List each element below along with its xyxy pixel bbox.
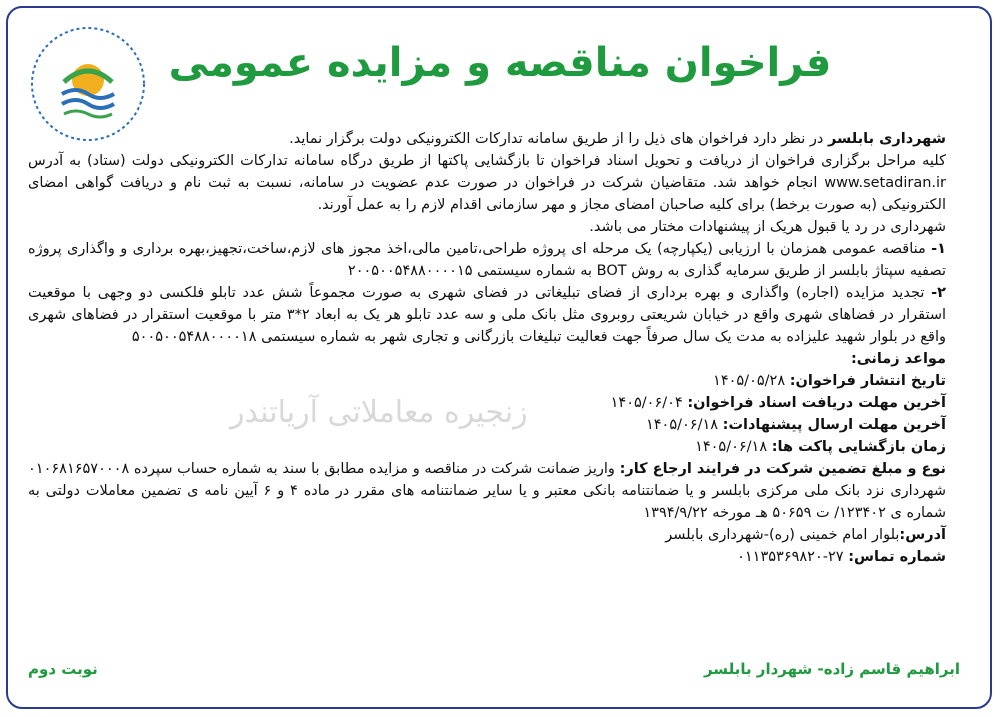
item1-number: ۱- [931,241,946,257]
publish-value: ۱۴۰۵/۰۵/۲۸ [713,373,790,389]
phone-value: ۲۷-۰۱۱۳۵۳۶۹۸۲۰ [737,549,849,565]
submit-label: آخرین مهلت ارسال پیشنهادات: [722,417,946,433]
open-value: ۱۴۰۵/۰۶/۱۸ [695,439,772,455]
intro-line1: در نظر دارد فراخوان های ذیل را از طریق سامانه تدارکات الکترونیکی دولت برگزار نماید. [289,131,829,147]
guarantee-label: نوع و مبلغ تضمین شرکت در فرایند ارجاع کار: [619,461,946,477]
phone-label: شماره تماس: [848,549,946,565]
round-label: نوبت دوم [28,660,98,678]
schedule-heading: مواعد زمانی: [850,351,946,367]
receive-label: آخرین مهلت دریافت اسناد فراخوان: [687,395,946,411]
item2-number: ۲- [931,285,946,301]
open-label: زمان بازگشایی پاکت ها: [771,439,946,455]
item2-text: تجدید مزایده (اجاره) واگذاری و بهره برداری از فضای تبلیغاتی در فضای شهری به صورت مجموعاً شش عدد تابلو فلکسی دو وجهی با موقعیت استقرار در فضاهای شهری واقع در خیابان شریعتی روبروی مثل بانک ملی و سه عدد تابلو هر یک به ابعاد ۲*۳ متر با موقعیت استقرار در فضاهای شهری واقع در بلوار شهید علیزاده به مدت یک سال صرفاً جهت فعالیت تبلیغات بازرگانی و تجاری شهر به شماره سیستمی ۵۰۰۵۰۰۵۴۸۸۰۰۰۰۱۸ [28,285,946,345]
address-value: بلوار امام خمینی (ره)-شهرداری بابلسر [665,527,900,543]
submit-value: ۱۴۰۵/۰۶/۱۸ [645,417,723,433]
item1-text: مناقصه عمومی همزمان با ارزیابی (یکپارچه) یک مرحله ای پروژه طراحی،تامین مالی،اخذ مجوز های لازم،ساخت،تجهیز،بهره برداری و واگذاری پروژه تصفیه سپتاژ بابلسر از طریق سرمایه گذاری به روش BOT به شماره سیستمی ۲۰۰۵۰۰۵۴۸۸۰۰۰۰۱۵ [28,241,946,279]
publish-label: تاریخ انتشار فراخوان: [789,373,946,389]
receive-value: ۱۴۰۵/۰۶/۰۴ [610,395,688,411]
guarantee-text: واریز ضمانت شرکت در مناقصه و مزایده مطابق با سند به شماره حساب سپرده ۰۱۰۶۸۱۶۵۷۰۰۰۸ شهرداری نزد بانک ملی مرکزی بابلسر و یا ضمانتنامه بانکی معتبر و یا سایر ضمانتنامه های مقرر در ماده ۴ و ۶ آیین نامه ی تضمین معاملات دولتی به شماره ی ۱۲۳۴۰۲/ ت ۵۰۶۵۹ هـ مورخه ۱۳۹۴/۹/۲۲ [28,461,946,521]
intro-line2: کلیه مراحل برگزاری فراخوان از دریافت و تحویل اسناد فراخوان تا بازگشایی پاکتها از طریق درگاه سامانه تدارکات الکترونیکی دولت (ستاد) به آدرس www.setadiran.ir انجام خواهد شد. متقاضیان شرکت در فراخوان در صورت عدم عضویت در سامانه، نسبت به ثبت نام و دریافت گواهی امضای الکترونیکی (به صورت برخط) برای کلیه صاحبان امضای مجاز و مهر سازمانی اقدام لازم را به عمل آورند. [28,153,946,213]
org-name: شهرداری بابلسر [828,131,946,147]
watermark: زنجیره معاملاتی آریاتندر [230,395,528,430]
notice-body [28,128,960,568]
page-title: فراخوان مناقصه و مزایده عمومی [168,40,832,86]
address-label: آدرس: [899,527,946,543]
intro-line3: شهرداری در رد یا قبول هریک از پیشنهادات مختار می باشد. [589,219,946,235]
signature: ابراهیم قاسم زاده- شهردار بابلسر [703,660,960,678]
